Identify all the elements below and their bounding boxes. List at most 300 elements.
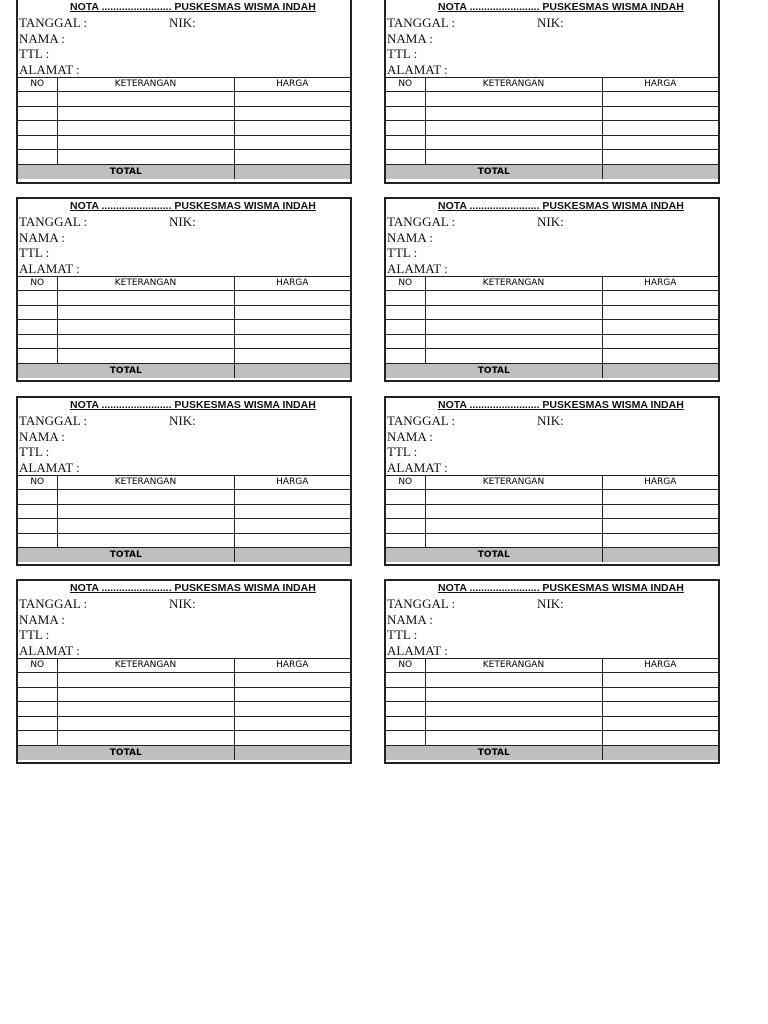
keterangan-cell[interactable] (425, 305, 602, 320)
nama-field[interactable] (386, 612, 718, 628)
ttl-field[interactable] (386, 444, 718, 460)
keterangan-cell[interactable] (57, 334, 234, 349)
total-row (386, 164, 718, 179)
total-value-cell[interactable] (602, 745, 718, 760)
ttl-label: TTL : (19, 444, 50, 459)
alamat-label: ALAMAT : (387, 642, 448, 658)
no-cell[interactable] (386, 334, 425, 349)
nama-field[interactable] (386, 31, 718, 47)
table-row (386, 92, 718, 107)
ttl-label: TTL : (387, 245, 418, 260)
nama-label: NAMA : (387, 611, 433, 627)
harga-cell[interactable] (602, 519, 718, 534)
no-cell[interactable] (386, 716, 425, 731)
tanggal-label: TANGGAL : (19, 214, 88, 229)
no-cell[interactable] (18, 320, 57, 335)
tanggal-field[interactable] (18, 214, 350, 230)
keterangan-cell[interactable] (57, 320, 234, 335)
keterangan-cell[interactable] (425, 150, 602, 165)
no-cell[interactable] (386, 687, 425, 702)
table-row (18, 291, 350, 306)
nota-form (16, 579, 352, 764)
col-harga-header: HARGA (234, 476, 350, 490)
ttl-field[interactable] (18, 444, 350, 460)
col-keterangan-header: KETERANGAN (57, 476, 234, 490)
items-table (18, 658, 350, 760)
table-row (18, 334, 350, 349)
tanggal-field[interactable] (386, 214, 718, 230)
no-cell[interactable] (386, 673, 425, 688)
no-cell[interactable] (18, 731, 57, 746)
no-cell[interactable] (18, 334, 57, 349)
col-keterangan-header: KETERANGAN (425, 78, 602, 92)
total-label: TOTAL (18, 745, 234, 760)
keterangan-cell[interactable] (57, 92, 234, 107)
nama-field[interactable] (18, 612, 350, 628)
nama-field[interactable] (18, 429, 350, 445)
total-value-cell[interactable] (234, 548, 350, 563)
harga-cell[interactable] (602, 305, 718, 320)
table-row (18, 92, 350, 107)
ttl-field[interactable] (18, 627, 350, 643)
nota-form (384, 197, 720, 382)
col-keterangan-header: KETERANGAN (57, 277, 234, 291)
table-header-row (386, 476, 718, 490)
harga-cell[interactable] (234, 334, 350, 349)
table-header-row (18, 277, 350, 291)
items-table (386, 475, 718, 562)
table-row (386, 106, 718, 121)
col-harga-header: HARGA (234, 659, 350, 673)
alamat-label: ALAMAT : (387, 459, 448, 475)
no-cell[interactable] (386, 135, 425, 150)
nik-label: NIK: (169, 15, 196, 30)
keterangan-cell[interactable] (57, 702, 234, 717)
nama-field[interactable] (18, 230, 350, 246)
table-row (386, 716, 718, 731)
nik-label: NIK: (537, 596, 564, 611)
no-cell[interactable] (386, 731, 425, 746)
no-cell[interactable] (18, 490, 57, 505)
total-row (386, 548, 718, 563)
harga-cell[interactable] (234, 121, 350, 136)
alamat-field[interactable] (386, 62, 718, 78)
nota-form (384, 396, 720, 566)
ttl-field[interactable] (386, 46, 718, 62)
harga-cell[interactable] (602, 121, 718, 136)
nota-form (384, 579, 720, 764)
no-cell[interactable] (18, 519, 57, 534)
harga-cell[interactable] (234, 504, 350, 519)
table-row (386, 702, 718, 717)
nama-field[interactable] (386, 230, 718, 246)
keterangan-cell[interactable] (57, 533, 234, 548)
no-cell[interactable] (18, 702, 57, 717)
no-cell[interactable] (18, 106, 57, 121)
no-cell[interactable] (386, 305, 425, 320)
table-row (386, 687, 718, 702)
col-no-header: NO (18, 277, 57, 291)
table-row (386, 533, 718, 548)
keterangan-cell[interactable] (425, 504, 602, 519)
harga-cell[interactable] (602, 349, 718, 364)
table-header-row (18, 476, 350, 490)
table-header-row (18, 659, 350, 673)
keterangan-cell[interactable] (57, 490, 234, 505)
keterangan-cell[interactable] (425, 533, 602, 548)
keterangan-cell[interactable] (57, 673, 234, 688)
tanggal-field[interactable] (18, 596, 350, 612)
nota-title: NOTA ........................ PUSKESMAS WISMA INDAH (70, 200, 316, 212)
col-no-header: NO (386, 659, 425, 673)
keterangan-cell[interactable] (425, 702, 602, 717)
col-no-header: NO (386, 277, 425, 291)
tanggal-field[interactable] (386, 15, 718, 31)
table-row (386, 305, 718, 320)
keterangan-cell[interactable] (425, 135, 602, 150)
no-cell[interactable] (386, 702, 425, 717)
items-table (18, 475, 350, 562)
table-row (386, 519, 718, 534)
no-cell[interactable] (18, 121, 57, 136)
no-cell[interactable] (18, 504, 57, 519)
no-cell[interactable] (386, 92, 425, 107)
tanggal-label: TANGGAL : (19, 596, 88, 611)
keterangan-cell[interactable] (57, 519, 234, 534)
table-row (386, 731, 718, 746)
table-row (18, 320, 350, 335)
keterangan-cell[interactable] (425, 106, 602, 121)
keterangan-cell[interactable] (425, 731, 602, 746)
nota-form (16, 0, 352, 184)
nota-title: NOTA ........................ PUSKESMAS WISMA INDAH (70, 582, 316, 594)
total-row (18, 548, 350, 563)
table-row (386, 490, 718, 505)
total-row (386, 363, 718, 378)
table-row (18, 504, 350, 519)
total-value-cell[interactable] (602, 363, 718, 378)
nama-label: NAMA : (387, 428, 433, 444)
harga-cell[interactable] (234, 533, 350, 548)
table-row (386, 150, 718, 165)
no-cell[interactable] (18, 716, 57, 731)
tanggal-label: TANGGAL : (387, 596, 456, 611)
tanggal-label: TANGGAL : (387, 413, 456, 428)
keterangan-cell[interactable] (425, 490, 602, 505)
harga-cell[interactable] (602, 490, 718, 505)
tanggal-label: TANGGAL : (387, 214, 456, 229)
tanggal-field[interactable] (18, 413, 350, 429)
alamat-field[interactable] (18, 261, 350, 277)
col-keterangan-header: KETERANGAN (425, 476, 602, 490)
table-row (18, 349, 350, 364)
no-cell[interactable] (386, 504, 425, 519)
no-cell[interactable] (18, 687, 57, 702)
keterangan-cell[interactable] (57, 121, 234, 136)
ttl-label: TTL : (19, 627, 50, 642)
keterangan-cell[interactable] (425, 92, 602, 107)
harga-cell[interactable] (602, 92, 718, 107)
table-row (18, 121, 350, 136)
nik-label: NIK: (169, 214, 196, 229)
col-keterangan-header: KETERANGAN (57, 78, 234, 92)
harga-cell[interactable] (234, 135, 350, 150)
keterangan-cell[interactable] (57, 504, 234, 519)
harga-cell[interactable] (602, 731, 718, 746)
tanggal-label: TANGGAL : (19, 15, 88, 30)
table-row (386, 673, 718, 688)
ttl-label: TTL : (387, 46, 418, 61)
nama-field[interactable] (18, 31, 350, 47)
harga-cell[interactable] (602, 135, 718, 150)
items-table (386, 77, 718, 179)
nama-field[interactable] (386, 429, 718, 445)
col-harga-header: HARGA (602, 659, 718, 673)
no-cell[interactable] (18, 291, 57, 306)
harga-cell[interactable] (602, 533, 718, 548)
harga-cell[interactable] (602, 716, 718, 731)
no-cell[interactable] (18, 135, 57, 150)
ttl-field[interactable] (18, 245, 350, 261)
alamat-label: ALAMAT : (19, 61, 80, 77)
no-cell[interactable] (386, 320, 425, 335)
keterangan-cell[interactable] (57, 291, 234, 306)
keterangan-cell[interactable] (425, 687, 602, 702)
no-cell[interactable] (18, 349, 57, 364)
ttl-label: TTL : (387, 444, 418, 459)
harga-cell[interactable] (234, 687, 350, 702)
total-label: TOTAL (386, 745, 602, 760)
table-row (386, 135, 718, 150)
nik-label: NIK: (537, 214, 564, 229)
tanggal-field[interactable] (18, 15, 350, 31)
harga-cell[interactable] (234, 320, 350, 335)
harga-cell[interactable] (602, 702, 718, 717)
keterangan-cell[interactable] (57, 305, 234, 320)
nik-label: NIK: (537, 413, 564, 428)
alamat-label: ALAMAT : (19, 459, 80, 475)
tanggal-field[interactable] (386, 596, 718, 612)
harga-cell[interactable] (234, 731, 350, 746)
nota-title: NOTA ........................ PUSKESMAS WISMA INDAH (438, 200, 684, 212)
table-row (18, 305, 350, 320)
col-harga-header: HARGA (602, 476, 718, 490)
table-header-row (386, 78, 718, 92)
keterangan-cell[interactable] (57, 731, 234, 746)
no-cell[interactable] (386, 490, 425, 505)
col-harga-header: HARGA (234, 277, 350, 291)
table-header-row (386, 659, 718, 673)
no-cell[interactable] (18, 533, 57, 548)
keterangan-cell[interactable] (57, 687, 234, 702)
nama-label: NAMA : (19, 229, 65, 245)
nota-title: NOTA ........................ PUSKESMAS WISMA INDAH (438, 1, 684, 13)
keterangan-cell[interactable] (425, 320, 602, 335)
tanggal-field[interactable] (386, 413, 718, 429)
alamat-field[interactable] (18, 643, 350, 659)
total-label: TOTAL (18, 363, 234, 378)
alamat-field[interactable] (18, 460, 350, 476)
ttl-field[interactable] (18, 46, 350, 62)
total-value-cell[interactable] (234, 363, 350, 378)
table-row (18, 702, 350, 717)
keterangan-cell[interactable] (425, 121, 602, 136)
col-harga-header: HARGA (602, 78, 718, 92)
total-label: TOTAL (18, 548, 234, 563)
col-keterangan-header: KETERANGAN (57, 659, 234, 673)
no-cell[interactable] (386, 106, 425, 121)
nik-label: NIK: (169, 596, 196, 611)
harga-cell[interactable] (234, 92, 350, 107)
harga-cell[interactable] (602, 320, 718, 335)
total-label: TOTAL (386, 363, 602, 378)
col-no-header: NO (18, 476, 57, 490)
nota-title: NOTA ........................ PUSKESMAS WISMA INDAH (438, 582, 684, 594)
table-row (18, 731, 350, 746)
items-table (386, 276, 718, 378)
table-row (386, 504, 718, 519)
table-row (18, 106, 350, 121)
harga-cell[interactable] (234, 519, 350, 534)
tanggal-label: TANGGAL : (387, 15, 456, 30)
col-no-header: NO (18, 659, 57, 673)
no-cell[interactable] (18, 673, 57, 688)
table-row (386, 334, 718, 349)
keterangan-cell[interactable] (425, 291, 602, 306)
total-row (386, 745, 718, 760)
total-row (18, 164, 350, 179)
alamat-label: ALAMAT : (387, 61, 448, 77)
col-keterangan-header: KETERANGAN (425, 659, 602, 673)
ttl-label: TTL : (387, 627, 418, 642)
harga-cell[interactable] (234, 490, 350, 505)
items-table (18, 77, 350, 179)
alamat-field[interactable] (386, 460, 718, 476)
no-cell[interactable] (386, 349, 425, 364)
no-cell[interactable] (386, 291, 425, 306)
table-row (386, 349, 718, 364)
nota-title: NOTA ........................ PUSKESMAS WISMA INDAH (438, 399, 684, 411)
alamat-label: ALAMAT : (387, 260, 448, 276)
harga-cell[interactable] (602, 334, 718, 349)
no-cell[interactable] (18, 150, 57, 165)
harga-cell[interactable] (602, 291, 718, 306)
table-row (18, 533, 350, 548)
alamat-field[interactable] (18, 62, 350, 78)
nama-label: NAMA : (19, 428, 65, 444)
table-row (386, 121, 718, 136)
harga-cell[interactable] (602, 106, 718, 121)
harga-cell[interactable] (234, 106, 350, 121)
harga-cell[interactable] (234, 349, 350, 364)
nota-title: NOTA ........................ PUSKESMAS WISMA INDAH (70, 399, 316, 411)
alamat-label: ALAMAT : (19, 642, 80, 658)
col-no-header: NO (386, 78, 425, 92)
nota-form (16, 197, 352, 382)
items-table (18, 276, 350, 378)
keterangan-cell[interactable] (425, 349, 602, 364)
col-no-header: NO (386, 476, 425, 490)
items-table (386, 658, 718, 760)
keterangan-cell[interactable] (425, 673, 602, 688)
col-keterangan-header: KETERANGAN (425, 277, 602, 291)
harga-cell[interactable] (602, 150, 718, 165)
col-harga-header: HARGA (234, 78, 350, 92)
harga-cell[interactable] (602, 673, 718, 688)
harga-cell[interactable] (234, 702, 350, 717)
table-row (18, 135, 350, 150)
table-row (18, 673, 350, 688)
table-header-row (386, 277, 718, 291)
harga-cell[interactable] (234, 291, 350, 306)
harga-cell[interactable] (234, 150, 350, 165)
no-cell[interactable] (386, 519, 425, 534)
nama-label: NAMA : (387, 30, 433, 46)
keterangan-cell[interactable] (57, 135, 234, 150)
ttl-label: TTL : (19, 245, 50, 260)
ttl-label: TTL : (19, 46, 50, 61)
ttl-field[interactable] (386, 245, 718, 261)
total-label: TOTAL (386, 548, 602, 563)
total-value-cell[interactable] (602, 164, 718, 179)
harga-cell[interactable] (602, 504, 718, 519)
harga-cell[interactable] (234, 716, 350, 731)
total-value-cell[interactable] (234, 745, 350, 760)
no-cell[interactable] (18, 92, 57, 107)
nota-form (16, 396, 352, 566)
alamat-field[interactable] (386, 643, 718, 659)
nama-label: NAMA : (19, 30, 65, 46)
keterangan-cell[interactable] (425, 334, 602, 349)
harga-cell[interactable] (234, 673, 350, 688)
nama-label: NAMA : (387, 229, 433, 245)
col-harga-header: HARGA (602, 277, 718, 291)
keterangan-cell[interactable] (57, 349, 234, 364)
nota-form (384, 0, 720, 184)
keterangan-cell[interactable] (57, 106, 234, 121)
harga-cell[interactable] (602, 687, 718, 702)
table-row (18, 490, 350, 505)
table-row (386, 291, 718, 306)
col-no-header: NO (18, 78, 57, 92)
table-row (18, 150, 350, 165)
nota-title: NOTA ........................ PUSKESMAS WISMA INDAH (70, 1, 316, 13)
no-cell[interactable] (386, 121, 425, 136)
no-cell[interactable] (18, 305, 57, 320)
harga-cell[interactable] (234, 305, 350, 320)
total-row (18, 745, 350, 760)
total-value-cell[interactable] (602, 548, 718, 563)
table-row (386, 320, 718, 335)
keterangan-cell[interactable] (57, 716, 234, 731)
no-cell[interactable] (386, 533, 425, 548)
alamat-field[interactable] (386, 261, 718, 277)
total-value-cell[interactable] (234, 164, 350, 179)
total-label: TOTAL (18, 164, 234, 179)
nik-label: NIK: (537, 15, 564, 30)
total-row (18, 363, 350, 378)
alamat-label: ALAMAT : (19, 260, 80, 276)
keterangan-cell[interactable] (57, 150, 234, 165)
keterangan-cell[interactable] (425, 519, 602, 534)
keterangan-cell[interactable] (425, 716, 602, 731)
total-label: TOTAL (386, 164, 602, 179)
table-row (18, 519, 350, 534)
nik-label: NIK: (169, 413, 196, 428)
no-cell[interactable] (386, 150, 425, 165)
ttl-field[interactable] (386, 627, 718, 643)
table-row (18, 687, 350, 702)
